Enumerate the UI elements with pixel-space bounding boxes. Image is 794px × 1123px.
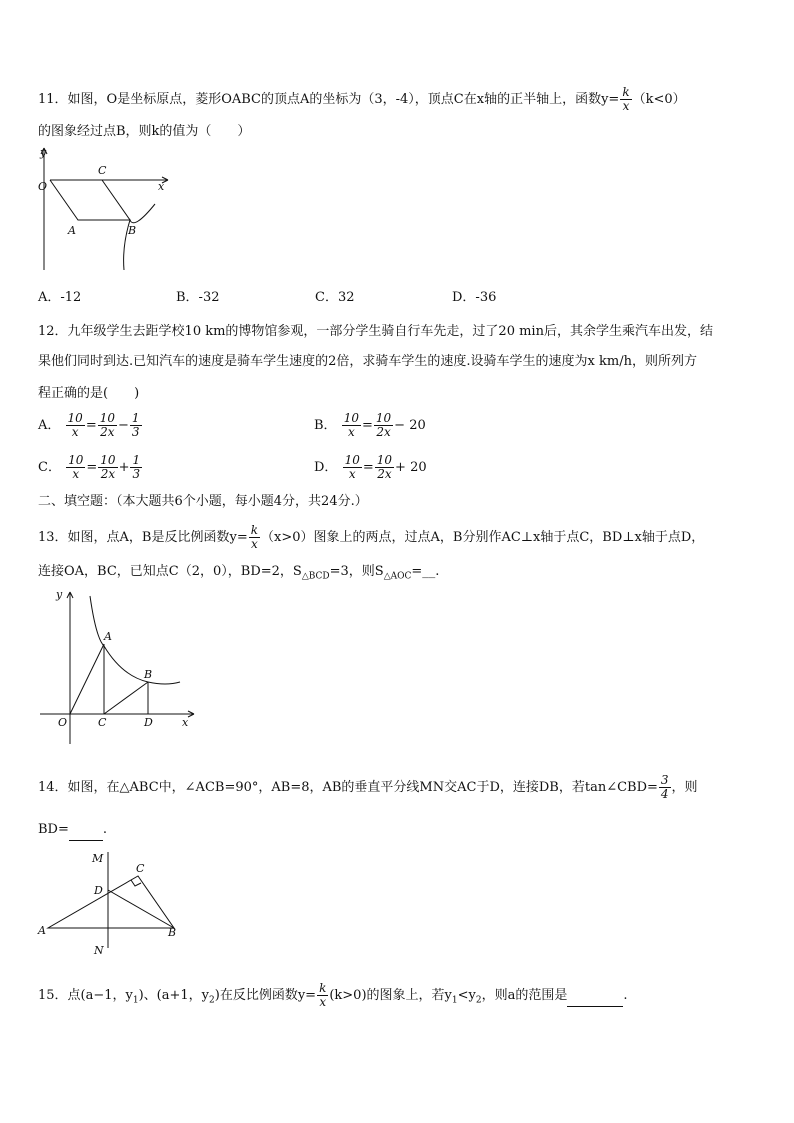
- q14-fraction: $\frac{3}{4}$: [660, 773, 669, 801]
- q13-answer-blank[interactable]: =__.: [411, 564, 440, 579]
- q15-answer-blank[interactable]: [567, 986, 623, 1007]
- rhombus-oabc: [50, 180, 130, 220]
- label-d: D: [94, 884, 103, 897]
- label-n: N: [94, 944, 104, 957]
- label-d: D: [144, 716, 153, 729]
- q12-option-c[interactable]: C． $\frac{10}{x}$ = $\frac{10}{2x}$ + $\frac{1}{3}$: [38, 453, 141, 481]
- q11-option-a[interactable]: A．-12: [38, 290, 82, 305]
- q13-figure: [38, 588, 198, 746]
- q11-stem-line2: 的图象经过点B，则k的值为（ ）: [38, 124, 251, 139]
- segment-bc: [104, 682, 148, 714]
- q15-stem: 15．点(a−1，$y_1$)、(a+1，$y_2$)在反比例函数y= $\frac{k}{x}$ (k>0)的图象上，若$y_1<y_2$，则a的范围是 .: [38, 981, 628, 1009]
- label-c: C: [98, 164, 107, 177]
- q12-option-d[interactable]: D． $\frac{10}{x}$ = $\frac{10}{2x}$ + 20: [314, 453, 427, 481]
- q14-stem-line2: BD= .: [38, 820, 107, 841]
- segment-oa: [70, 644, 104, 714]
- q11-option-d[interactable]: D．-36: [452, 290, 497, 305]
- section-fill-in-heading: 二、填空题：（本大题共6个小题，每小题4分，共24分.）: [38, 494, 368, 509]
- q13-stem-line2: 连接OA，BC，已知点C（2，0），BD=2，$S_{\triangle BCD}=3$，则$S_{\triangle AOC}=\_\_$.: [38, 564, 440, 582]
- label-a: A: [38, 924, 46, 937]
- label-y: y: [40, 146, 47, 159]
- q15-fraction: $\frac{k}{x}$: [319, 981, 327, 1009]
- right-angle-mark: [131, 880, 141, 886]
- q12-option-a[interactable]: A． $\frac{10}{x}$ = $\frac{10}{2x}$ − $\frac{1}{3}$: [38, 411, 140, 439]
- hyperbola-curve: [124, 204, 155, 270]
- label-b: B: [144, 668, 153, 681]
- q14-stem-line1: 14．如图，在△ABC中，∠ACB=90°，AB=8，AB的垂直平分线MN交AC于D，连接DB，若tan∠CBD= $\frac{3}{4}$ ，则: [38, 773, 698, 801]
- label-o: O: [58, 716, 68, 729]
- q11-option-c[interactable]: C．32: [315, 290, 355, 305]
- label-a: A: [68, 224, 76, 237]
- q14-answer-blank[interactable]: [69, 820, 103, 841]
- label-a: A: [104, 630, 112, 643]
- q13-fraction: $\frac{k}{x}$: [250, 523, 259, 551]
- q12-line2: 果他们同时到达.已知汽车的速度是骑车学生速度的2倍，求骑车学生的速度.设骑车学生的速度为x km/h，则所列方: [38, 354, 697, 369]
- label-b: B: [128, 224, 137, 237]
- label-x: x: [158, 180, 165, 193]
- q11-fraction: $\frac{k}{x}$: [622, 85, 630, 113]
- label-y: y: [56, 588, 63, 601]
- label-o: O: [38, 180, 48, 193]
- q11-stem-line1: 11．如图，O是坐标原点，菱形OABC的顶点A的坐标为（3，-4），顶点C在x轴的正半轴上，函数y= $\frac{k}{x}$ （k<0）: [38, 85, 686, 113]
- triangle-abc: [48, 876, 174, 928]
- label-c: C: [136, 862, 145, 875]
- label-x: x: [182, 716, 189, 729]
- q12-option-b[interactable]: B． $\frac{10}{x}$ = $\frac{10}{2x}$ − 20: [314, 411, 426, 439]
- label-c: C: [98, 716, 107, 729]
- label-m: M: [92, 852, 104, 865]
- label-b: B: [168, 926, 177, 939]
- q12-line1: 12．九年级学生去距学校10 km的博物馆参观，一部分学生骑自行车先走，过了20 min后，其余学生乘汽车出发，结: [38, 324, 713, 339]
- q12-line3: 程正确的是( ): [38, 386, 140, 401]
- q14-figure: [34, 848, 184, 960]
- segment-db: [108, 890, 174, 928]
- q11-figure: [30, 146, 170, 272]
- q11-option-b[interactable]: B．-32: [176, 290, 220, 305]
- q13-stem-line1: 13．如图，点A，B是反比例函数y= $\frac{k}{x}$ （x>0）图象上的两点，过点A，B分别作AC⊥x轴于点C，BD⊥x轴于点D，: [38, 523, 705, 551]
